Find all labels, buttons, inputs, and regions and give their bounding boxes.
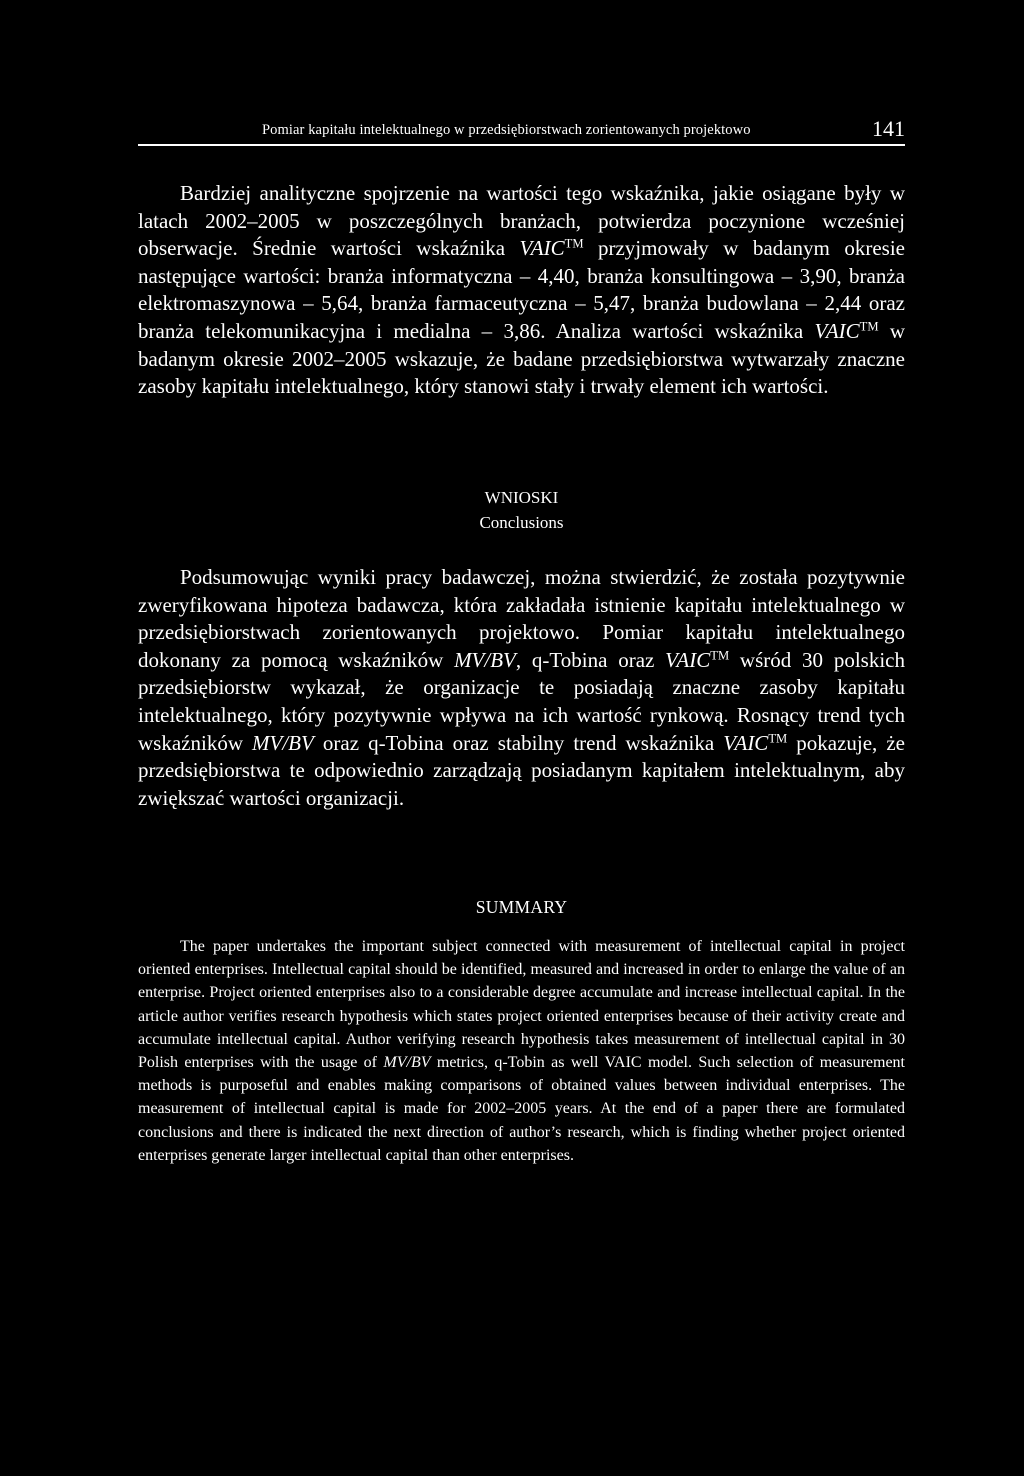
metric-mvbv: MV/BV — [454, 647, 516, 672]
metric-mvbv: MV/BV — [252, 730, 314, 755]
running-header — [138, 112, 905, 146]
metric-vaic: VAIC — [519, 236, 565, 261]
section-heading-summary: SUMMARY — [475, 897, 568, 917]
trademark-superscript: TM — [859, 319, 879, 334]
text-run: pokazuje, że przedsiębiorstwa te odpowiednio zarządzają posiadanym kapitałem intelektualnym, aby zwiększać wartości organizacji. — [138, 730, 905, 810]
text-run: The paper undertakes the important subject connected with measurement of intellectual capital in project oriented enterprises. Intellectual capital should be identified, measured and increased in order to enlarge the value of an enterprise. Project oriented enterprises also to a considerable degree accumulate and increase intellectual capital. In the article author verifies research hypothesis which states project oriented enterprises because of their activity create and accumulate intellectual capital. Author verifying research hypothesis takes measurement of intellectual capital in 30 Polish enterprises with the usage of — [138, 938, 905, 1072]
running-title: Pomiar kapitału intelektualnego w przedsiębiorstwach zorientowanych projektowo — [262, 122, 751, 138]
metric-mvbv: MV/BV — [383, 1054, 431, 1072]
metric-vaic: VAIC — [665, 647, 711, 672]
text-run: , q-Tobina oraz — [515, 647, 666, 672]
section-subheading-conclusions: Conclusions — [479, 513, 564, 532]
metric-vaic: VAIC — [723, 730, 769, 755]
page-number: 141 — [872, 116, 905, 141]
trademark-superscript: TM — [768, 731, 788, 746]
text-run: przyjmowały w badanym okresie następujące wartości: branża informatyczna – 4,40, branża konsultingowa – 3,90, branża elektromaszynowa – 5,64, branża farmaceutyczna – 5,47, branża budowlana – 2,44 oraz branża telekomunikacyjna i medialna – 3,86. Analiza wartości wskaźnika — [138, 236, 905, 343]
body-paragraph-vaic-analysis — [138, 180, 905, 401]
section-heading-wnioski: WNIOSKI — [484, 488, 559, 507]
text-run: wśród 30 polskich przedsiębiorstw wykazał, że organizacje te posiadają znaczne zasoby kapitału intelektualnego, który pozytywnie wpływa na ich wartość rynkową. Rosnący trend tych wskaźników — [138, 647, 905, 755]
summary-paragraph — [138, 935, 905, 1167]
metric-vaic: VAIC — [814, 318, 860, 343]
body-paragraph-conclusions — [138, 564, 905, 812]
text-run: Podsumowując wyniki pracy badawczej, można stwierdzić, że została pozytywnie zweryfikowana hipoteza badawcza, która zakładała istnienie kapitału intelektualnego w przedsiębiorstwach zorientowanych projektowo. Pomiar kapitału intelektualnego dokonany za pomocą wskaźników — [138, 565, 905, 672]
trademark-superscript: TM — [564, 236, 584, 251]
trademark-superscript: TM — [710, 648, 730, 663]
text-run: oraz q-Tobina oraz stabilny trend wskaźnika — [313, 730, 724, 755]
text-run: w badanym okresie 2002–2005 wskazuje, że badane przedsiębiorstwa wytwarzały znaczne zasoby kapitału intelektualnego, który stanowi stały i trwały element ich wartości. — [138, 318, 905, 399]
text-run: metrics, q-Tobin as well VAIC model. Such selection of measurement methods is purposeful and enables making comparisons of obtained values between individual enterprises. The measurement of intellectual capital is made for 2002–2005 years. At the end of a paper there are formulated conclusions and there is indicated the next direction of author’s research, which is finding whether project oriented enterprises generate larger intellectual capital than other enterprises. — [138, 1054, 905, 1164]
text-run: Bardziej analityczne spojrzenie na wartości tego wskaźnika, jakie osiągane były w latach 2002–2005 w poszczególnych branżach, potwierdza poczynione wcześniej obserwacje. Średnie wartości wskaźnika — [138, 181, 905, 261]
